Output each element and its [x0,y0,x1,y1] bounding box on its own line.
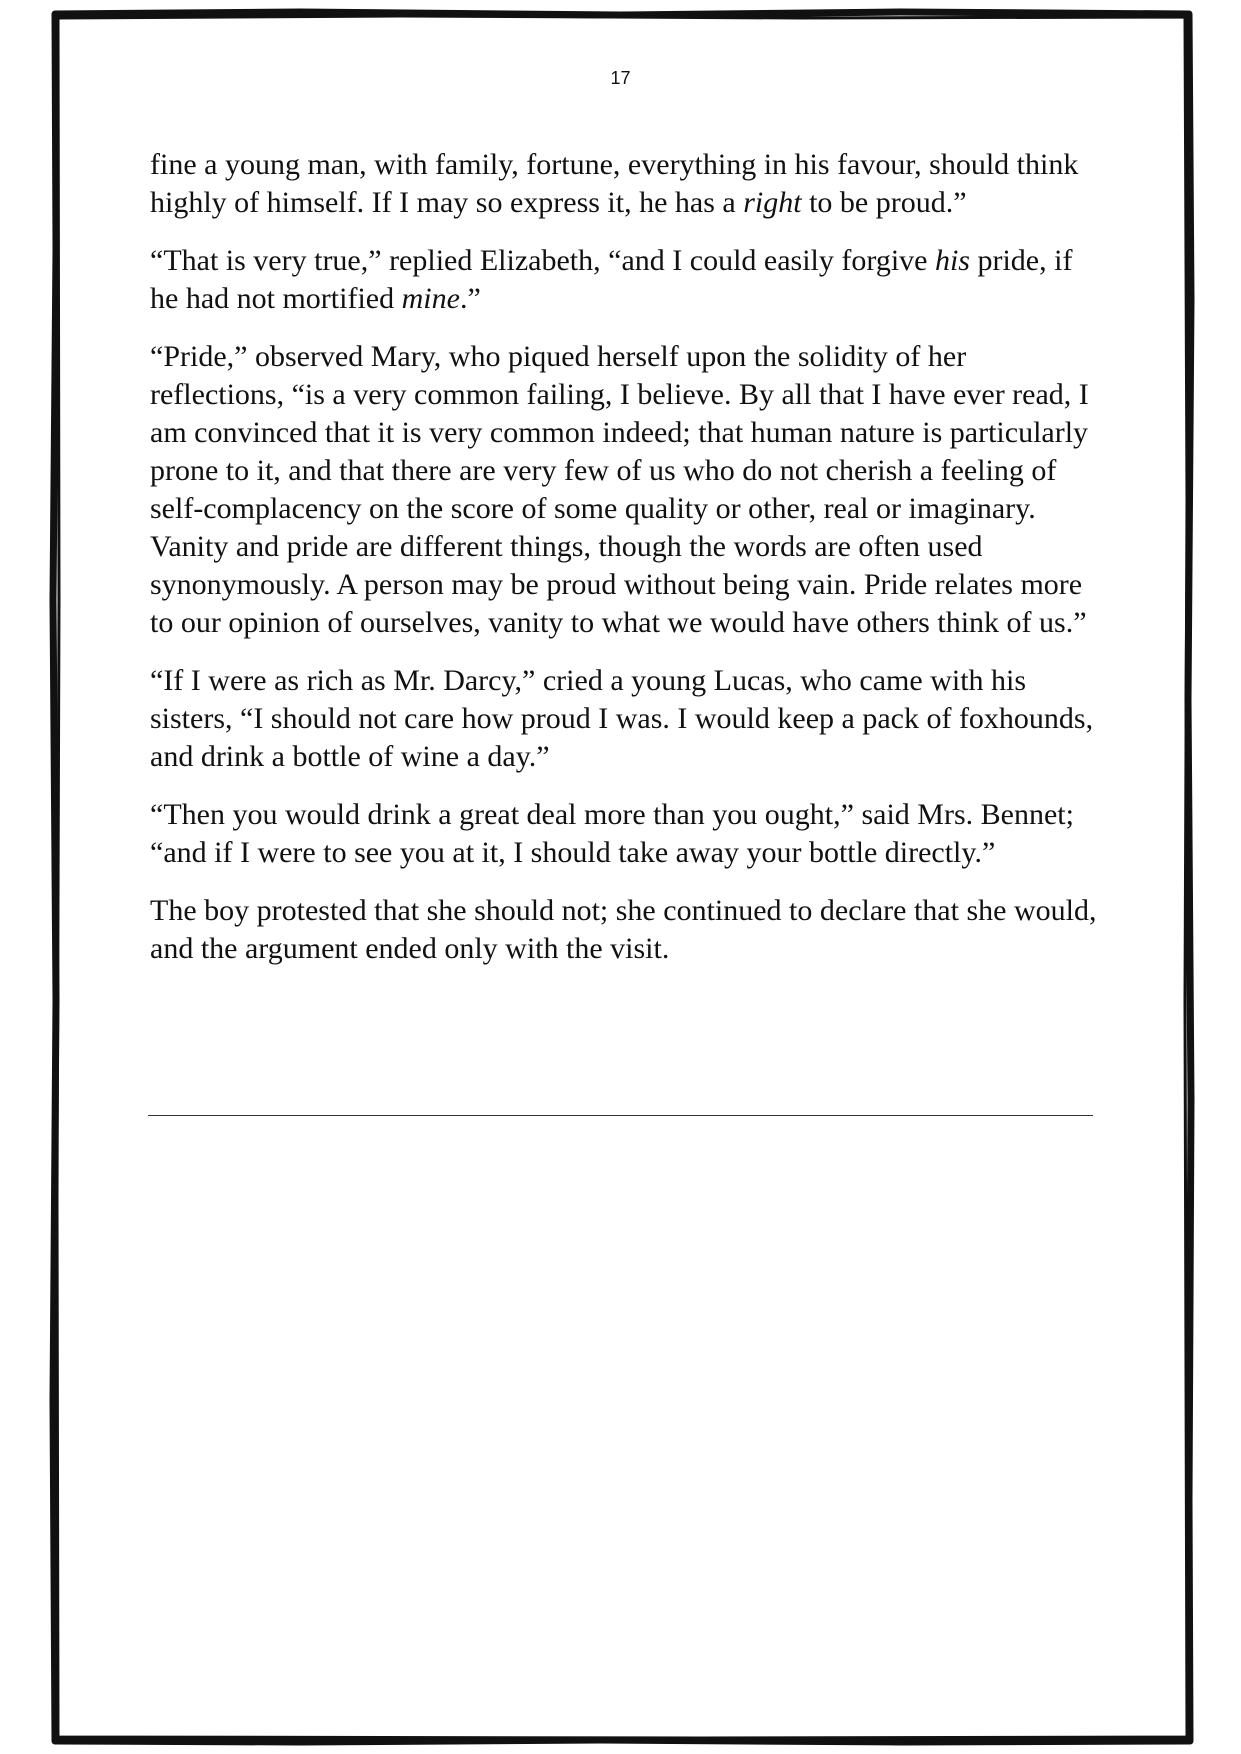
text-span: fine a young man, with family, fortune, everything in his favour, should think highly of himself. If I may so express it, he has a [150,148,1079,219]
text-span: “Then you would drink a great deal more than you ought,” said Mrs. Bennet; “and if I were to see you at it, I should take away your bottle directly.” [150,798,1074,869]
emphasis-text: his [934,244,970,277]
paragraph [150,338,1100,642]
text-span: The boy protested that she should not; she continued to declare that she would, and the argument ended only with the visit. [150,894,1097,965]
page-number: 17 [610,68,631,88]
text-span: pride, if he had not mortified [150,244,1073,315]
text-span: “Pride,” observed Mary, who piqued herself upon the solidity of her reflections, “is a very common failing, I believe. By all that I have ever read, I am convinced that it is very common indeed; that human nature is particularly prone to it, and that there are very few of us who do not cherish a feeling of self-complacency on the score of some quality or other, real or imaginary. Vanity and pride are different things, though the words are often used synonymously. A person may be proud without being vain. Pride relates more to our opinion of ourselves, vanity to what we would have others think of us.” [150,340,1089,639]
paragraph [150,242,1100,318]
emphasis-text: right [743,186,802,219]
text-span: “That is very true,” replied Elizabeth, “and I could easily forgive [150,244,935,277]
paragraph [150,662,1100,776]
paragraph [150,892,1100,968]
text-span: to be proud.” [801,186,967,219]
body-text [150,146,1100,988]
paragraph [150,796,1100,872]
emphasis-text: mine [401,282,460,315]
text-span: .” [459,282,481,315]
paragraph [150,146,1100,222]
text-span: “If I were as rich as Mr. Darcy,” cried a young Lucas, who came with his sisters, “I should not care how proud I was. I would keep a pack of foxhounds, and drink a bottle of wine a day.” [150,664,1094,773]
section-divider [148,1115,1093,1116]
